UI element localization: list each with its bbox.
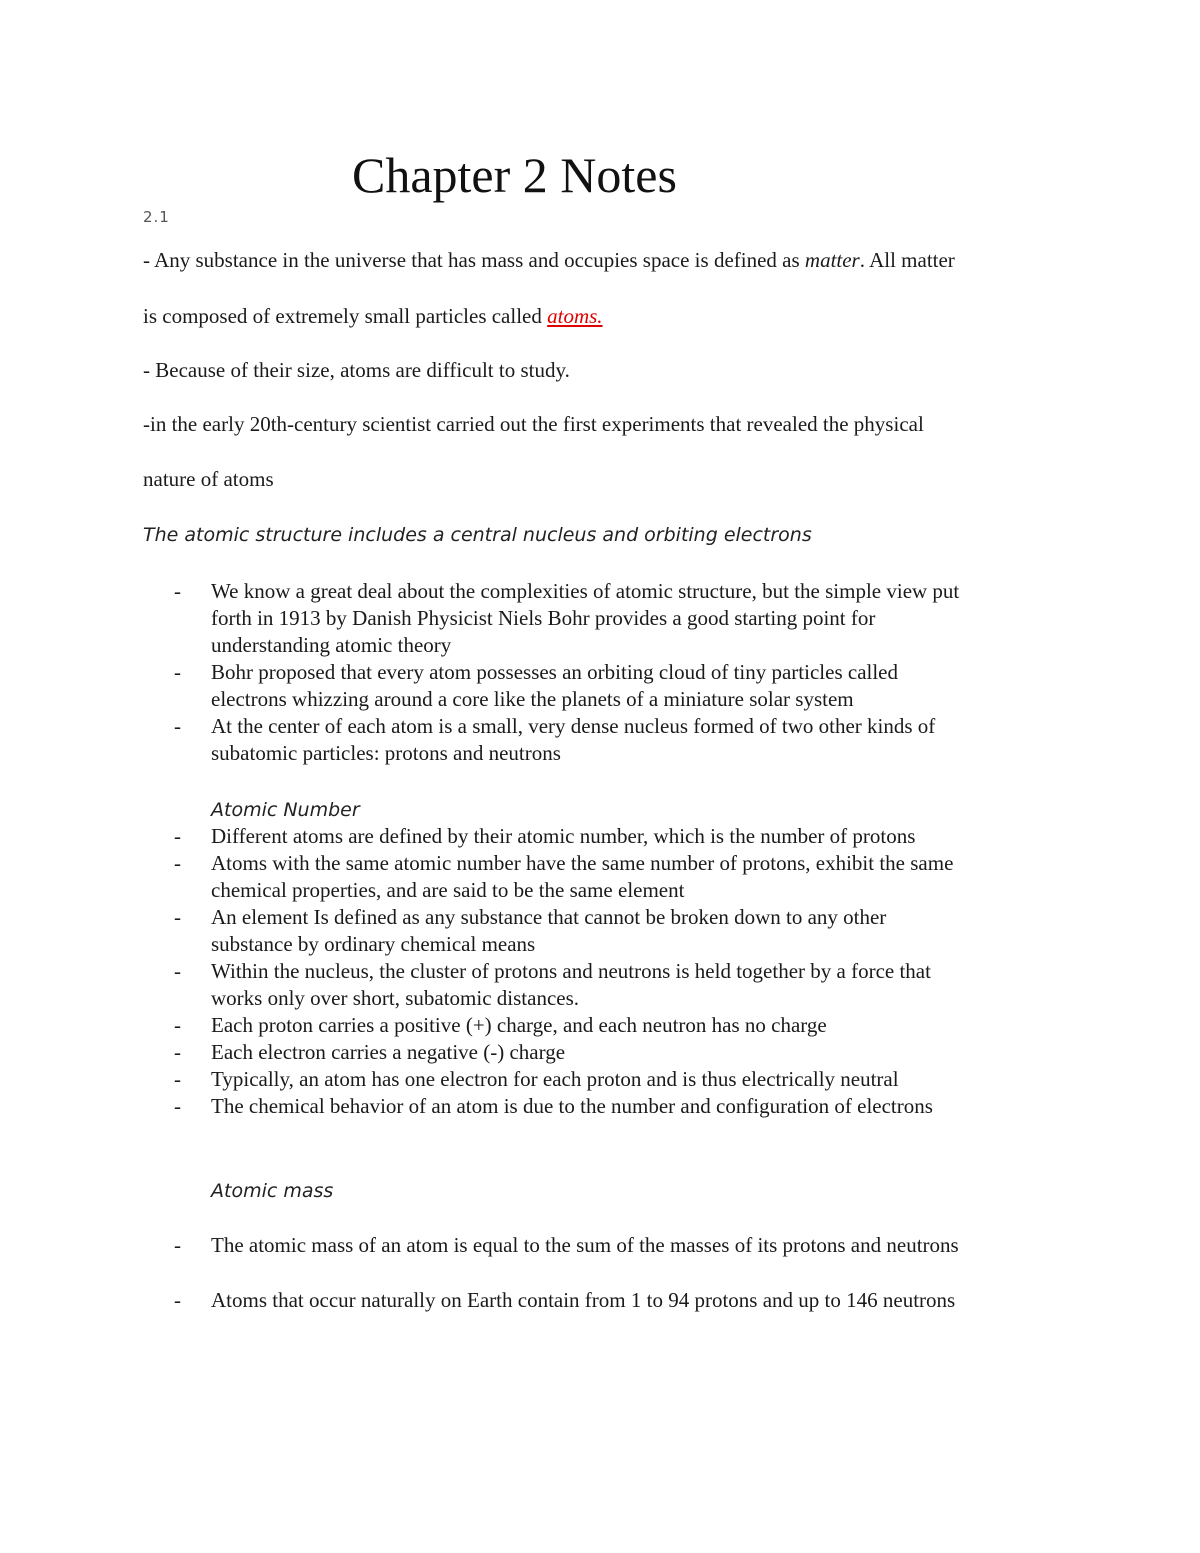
- list-item-line: At the center of each atom is a small, very dense nucleus formed of two other kinds of: [211, 714, 936, 738]
- list-item-line: Atoms that occur naturally on Earth contain from 1 to 94 protons and up to 146 neutrons: [211, 1288, 956, 1312]
- atoms-term: atoms.: [547, 304, 603, 328]
- intro-line-1: [143, 245, 955, 275]
- list-item: [0, 850, 1061, 904]
- atomic-number-list: [0, 823, 1200, 1120]
- bullet-dash: -: [174, 1013, 181, 1037]
- list-item: [0, 1066, 1061, 1093]
- bullet-dash: -: [174, 1040, 181, 1064]
- intro-line-1-suffix: . All matter: [859, 248, 955, 272]
- list-item: [0, 958, 1061, 1012]
- intro-line-2: [143, 301, 603, 331]
- list-item-line: electrons whizzing around a core like the planets of a miniature solar system: [211, 687, 854, 711]
- bullet-dash: -: [174, 959, 181, 983]
- list-item-line: Bohr proposed that every atom possesses an orbiting cloud of tiny particles called: [211, 660, 899, 684]
- list-item-line: Different atoms are defined by their atomic number, which is the number of protons: [211, 824, 916, 848]
- list-item: [0, 904, 1061, 958]
- bullet-dash: -: [174, 1233, 181, 1257]
- bullet-dash: -: [174, 851, 181, 875]
- bullet-dash: -: [174, 1094, 181, 1118]
- list-item-line: Atoms with the same atomic number have the same number of protons, exhibit the same: [211, 851, 954, 875]
- list-item-line: works only over short, subatomic distances.: [211, 986, 580, 1010]
- list-item: [0, 1232, 1061, 1259]
- section-number: 2.1: [143, 208, 170, 226]
- list-item: [0, 1012, 1061, 1039]
- list-item-line: subatomic particles: protons and neutrons: [211, 741, 561, 765]
- list-item-line: We know a great deal about the complexities of atomic structure, but the simple view put: [211, 579, 960, 603]
- bullet-dash: -: [174, 1067, 181, 1091]
- list-item: [0, 713, 1061, 767]
- structure-heading: The atomic structure includes a central nucleus and orbiting electrons: [143, 524, 812, 546]
- page-title: Chapter 2 Notes: [352, 147, 677, 203]
- list-item-line: The atomic mass of an atom is equal to the sum of the masses of its protons and neutrons: [211, 1233, 959, 1257]
- list-item-line: Each electron carries a negative (-) charge: [211, 1040, 566, 1064]
- structure-list: [0, 578, 1200, 767]
- intro-line-2-text: is composed of extremely small particles called: [143, 304, 548, 328]
- intro-line-3: - Because of their size, atoms are difficult to study.: [143, 358, 570, 382]
- list-item: [0, 1039, 1061, 1066]
- list-item-line: Each proton carries a positive (+) charge, and each neutron has no charge: [211, 1013, 827, 1037]
- intro-line-5: nature of atoms: [143, 467, 274, 491]
- list-item: [0, 1287, 1061, 1314]
- bullet-dash: -: [174, 660, 181, 684]
- list-item-line: chemical properties, and are said to be the same element: [211, 878, 685, 902]
- atomic-mass-list: [0, 1232, 1200, 1342]
- list-item-line: forth in 1913 by Danish Physicist Niels Bohr provides a good starting point for: [211, 606, 876, 630]
- intro-line-1-text: - Any substance in the universe that has mass and occupies space is defined as: [143, 248, 805, 272]
- list-item: [0, 578, 1061, 659]
- matter-term: matter: [804, 248, 860, 272]
- bullet-dash: -: [174, 905, 181, 929]
- list-item-line: Typically, an atom has one electron for each proton and is thus electrically neutral: [211, 1067, 899, 1091]
- bullet-dash: -: [174, 579, 181, 603]
- bullet-dash: -: [174, 1288, 181, 1312]
- atomic-mass-heading: Atomic mass: [211, 1180, 334, 1202]
- bullet-dash: -: [174, 714, 181, 738]
- list-item: [0, 1093, 1061, 1120]
- list-item-line: An element Is defined as any substance that cannot be broken down to any other: [211, 905, 887, 929]
- list-item-line: understanding atomic theory: [211, 633, 452, 657]
- list-item-line: Within the nucleus, the cluster of protons and neutrons is held together by a force that: [211, 959, 931, 983]
- list-item-line: substance by ordinary chemical means: [211, 932, 536, 956]
- list-item: [0, 823, 1061, 850]
- intro-line-4: -in the early 20th-century scientist carried out the first experiments that revealed the physical: [143, 412, 924, 436]
- bullet-dash: -: [174, 824, 181, 848]
- list-item-line: The chemical behavior of an atom is due to the number and configuration of electrons: [211, 1094, 933, 1118]
- atomic-number-heading: Atomic Number: [211, 799, 360, 821]
- list-item: [0, 659, 1061, 713]
